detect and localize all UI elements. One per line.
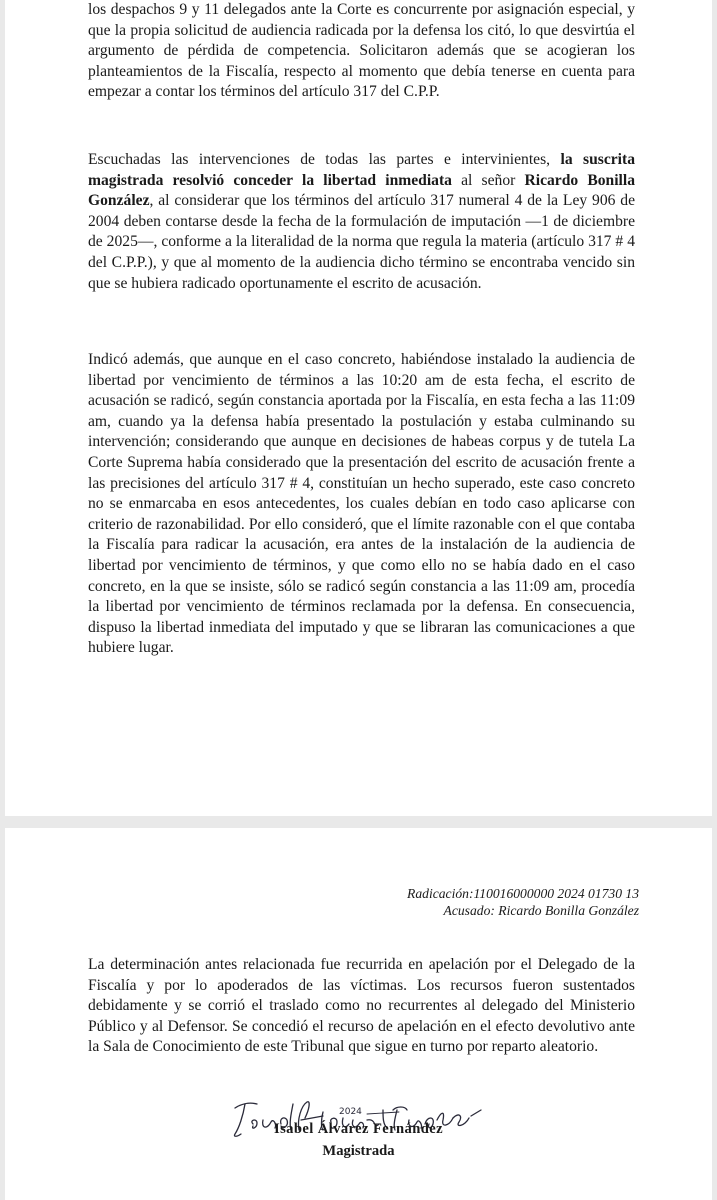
header-acusado: Acusado: Ricardo Bonilla González <box>443 903 639 918</box>
paragraph-competencia: los despachos 9 y 11 delegados ante la Corte es concurrente por asignación especial, y que la propia solicitud de audiencia radicada por la defensa los citó, lo que desvirtúa el argumento de pérdida de competencia. Solicitaron además que se acogieran los planteamientos de la Fiscalía, respecto al momento que debía tenerse en cuenta para empezar a contar los términos del artículo 317 del C.P.P. <box>88 1 635 101</box>
decision-text-3: , al considerar que los términos del artículo 317 numeral 4 de la Ley 906 de 2004 deben contarse desde la fecha de la formulación de imputación —1 de diciembre de 2025—, conforme a la literalidad de la norma que regula la materia (artículo 317 # 4 del C.P.P.), y que al momento de la audiencia dicho término se encontraba vencido sin que se hubiera radicado oportunamente el escrito de acusación. <box>88 192 635 292</box>
decision-text-1: Escuchadas las intervenciones de todas las partes e intervinientes, <box>88 151 561 168</box>
paragraph-fundamentos: Indicó además, que aunque en el caso concreto, habiéndose instalado la audiencia de libertad por vencimiento de términos a las 10:20 am de esta fecha, el escrito de acusación se radicó, según constancia aportada por la Fiscalía, en esta fecha a las 11:09 am, cuando ya la defensa había presentado la postulación y estaba culminando su intervención; considerando que aunque en decisiones de habeas corpus y de tutela La Corte Suprema había considerado que la presentación del escrito de acusación frente a las precisiones del artículo 317 # 4, constituían un hecho superado, este caso concreto no se enmarcaba en esos antecedentes, los cuales debían en todo caso aplicarse con criterio de razonabilidad. Por ello consideró, que el límite razonable con el que contaba la Fiscalía para radicar la acusación, era antes de la instalación de la audiencia de libertad por vencimiento de términos, y que como ello no se había dado en el caso concreto, en la que se insiste, sólo se radicó según constancia a las 11:09 am, procedía la libertad por vencimiento de términos reclamada por la defensa. En consecuencia, dispuso la libertad inmediata del imputado y que se libraran las comunicaciones a que hubiere lugar. <box>88 351 635 657</box>
decision-bold-resolution: la suscrita magistrada resolvió conceder la libertad inmediata <box>88 151 635 189</box>
header-radicacion: Radicación:110016000000 2024 01730 13 <box>407 886 639 901</box>
signature-stamp-text: 2024 <box>339 1107 362 1117</box>
decision-bold-name: Ricardo Bonilla González <box>88 171 636 210</box>
decision-text-2: al señor <box>451 171 525 189</box>
paragraph-decision <box>88 150 635 294</box>
paragraph-apelacion: La determinación antes relacionada fue recurrida en apelación por el Delegado de la Fiscalía y por lo apoderados de las víctimas. Los recursos fueron sustentados debidamente y se corrió el traslado como no recurrentes al delegado del Ministerio Público y al Defensor. Se concedió el recurso de apelación en el efecto devolutivo ante la Sala de Conocimiento de este Tribunal que sigue en turno por reparto aleatorio. <box>88 956 635 1056</box>
document-page-2 <box>5 828 712 1200</box>
signer-name: Isabel Álvarez Fernández <box>273 1121 444 1137</box>
signer-title: Magistrada <box>322 1143 395 1159</box>
document-page-1 <box>5 0 712 816</box>
